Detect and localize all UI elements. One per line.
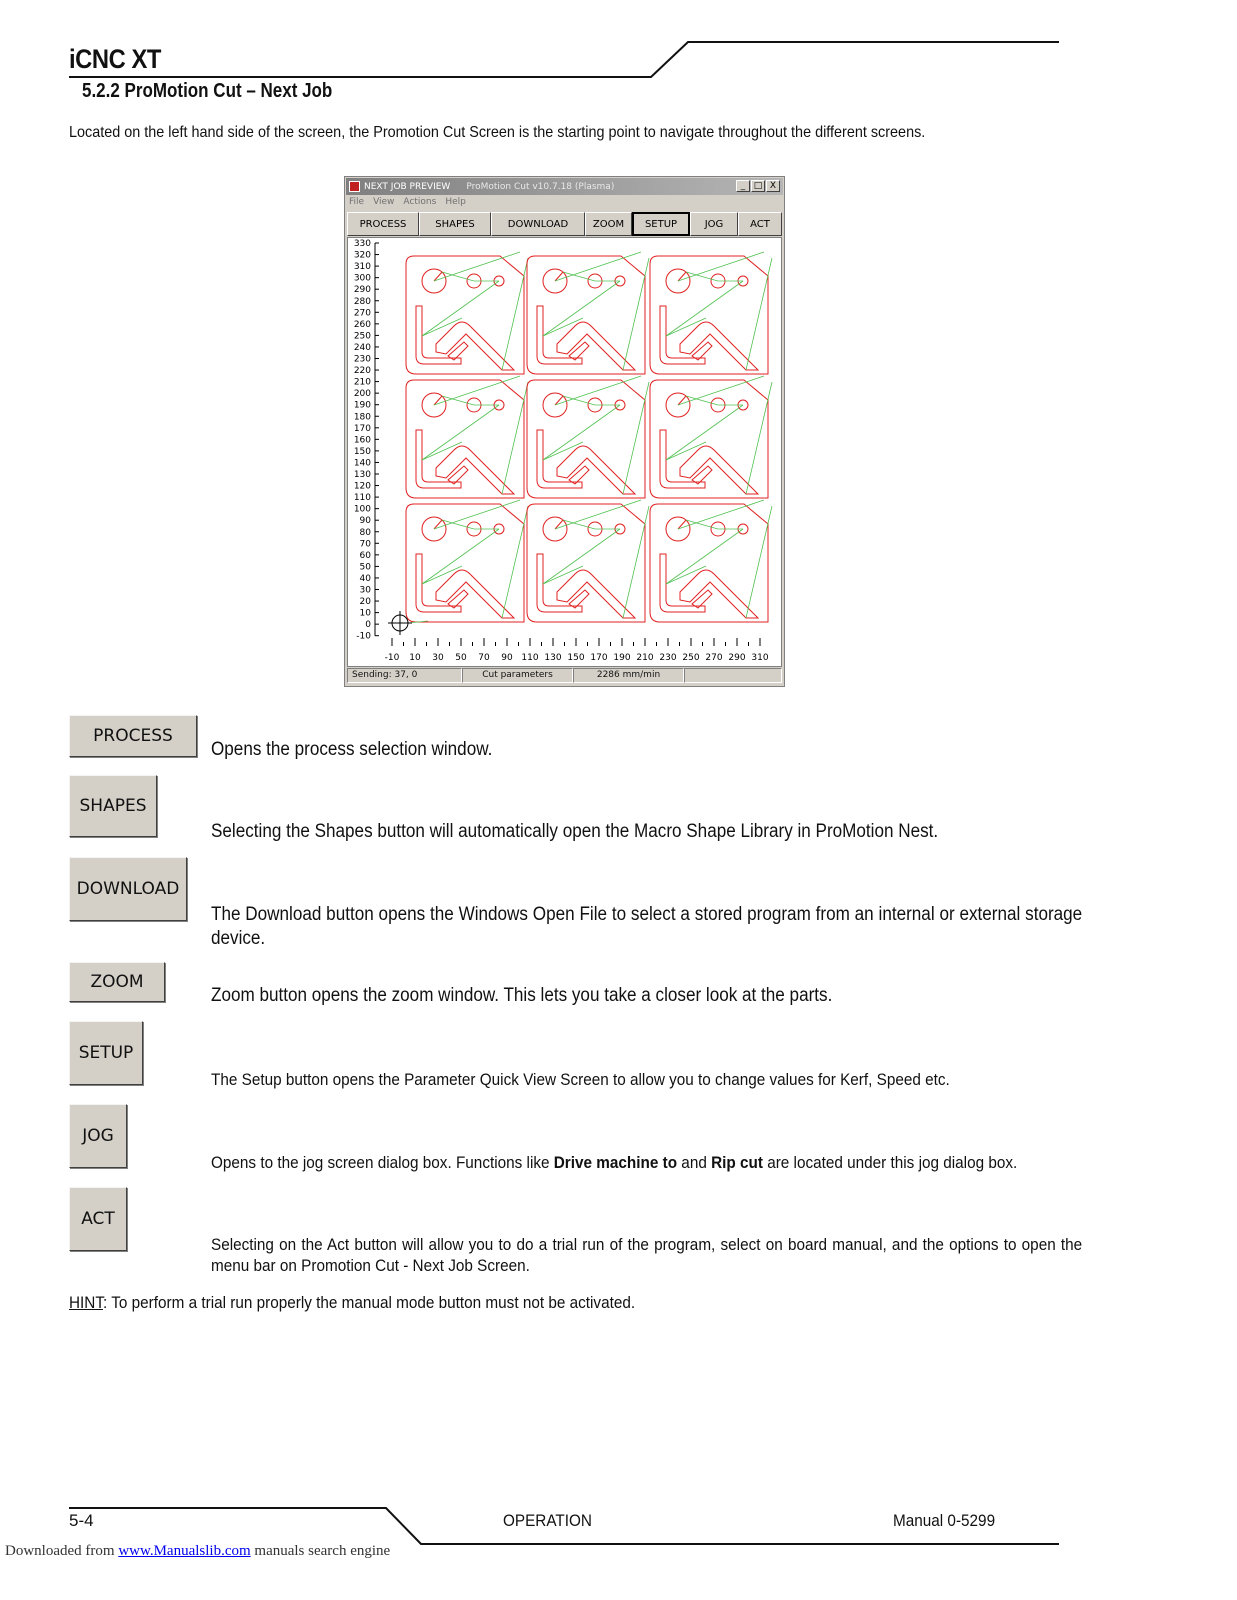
zoom-button-image: ZOOM (69, 962, 165, 1002)
status-resize-grip (684, 668, 782, 683)
x-tick-label: 250 (682, 653, 700, 663)
y-tick-label: 220 (353, 366, 371, 377)
setup-description: The Setup button opens the Parameter Quick View Screen to allow you to change values for Kerf, Speed etc. (211, 1070, 950, 1089)
menu-bar (349, 197, 466, 207)
x-tick-label: 210 (636, 653, 654, 663)
footer-section: OPERATION (503, 1511, 592, 1530)
y-tick-label: 320 (353, 250, 371, 261)
minimize-icon[interactable]: _ (736, 180, 750, 192)
y-tick-label: 80 (359, 527, 371, 538)
zoom-description: Zoom button opens the zoom window. This lets you take a closer look at the parts. (211, 985, 833, 1006)
header-rule (0, 0, 1237, 90)
y-tick-label: 310 (353, 262, 371, 273)
nested-part (650, 376, 772, 498)
toolbar-shapes-button[interactable]: SHAPES (419, 212, 491, 236)
download-button-image: DOWNLOAD (69, 857, 187, 921)
x-tick-label: 150 (567, 653, 585, 663)
setup-button-image: SETUP (69, 1021, 143, 1085)
job-preview-canvas[interactable] (347, 237, 782, 667)
x-tick-label: 110 (521, 653, 539, 663)
process-description: Opens the process selection window. (211, 739, 493, 760)
y-tick-label: 280 (353, 296, 371, 307)
status-speed: 2286 mm/min (573, 668, 684, 683)
nested-part (650, 500, 772, 622)
y-tick-label: 240 (353, 342, 371, 353)
nested-part (406, 500, 528, 622)
status-bar (347, 668, 782, 684)
y-tick-label: 40 (359, 573, 371, 584)
nested-part (406, 376, 528, 498)
window-titlebar (346, 178, 783, 195)
y-tick-label: 250 (353, 331, 371, 342)
jog-button-image: JOG (69, 1104, 127, 1168)
window-title: NEXT JOB PREVIEW (364, 181, 451, 192)
x-tick-label: 30 (432, 653, 444, 663)
x-tick-label: 130 (544, 653, 562, 663)
x-tick-label: 230 (659, 653, 677, 663)
brand-title: iCNC XT (69, 44, 161, 74)
y-tick-label: 110 (353, 493, 371, 504)
window-subtitle: ProMotion Cut v10.7.18 (Plasma) (466, 181, 615, 192)
x-tick-label: 50 (455, 653, 467, 663)
toolbar-jog-button[interactable]: JOG (690, 212, 738, 236)
shapes-description: Selecting the Shapes button will automatically open the Macro Shape Library in ProMotion Nest. (211, 821, 939, 842)
act-description: Selecting on the Act button will allow you to do a trial run of the program, select on board manual, and the options to open the menu bar on Promotion Cut - Next Job Screen. (211, 1235, 1083, 1275)
y-tick-label: 330 (353, 239, 371, 249)
y-tick-label: 100 (353, 504, 371, 515)
jog-description: Opens to the jog screen dialog box. Functions like Drive machine to and Rip cut are located under this jog dialog box. (211, 1153, 1018, 1172)
toolbar-act-button[interactable]: ACT (738, 212, 782, 236)
nested-part (527, 376, 649, 498)
y-tick-label: 70 (359, 539, 371, 550)
x-tick-label: 290 (728, 653, 746, 663)
app-icon (349, 181, 360, 192)
y-tick-label: 170 (353, 423, 371, 434)
page-number: 5-4 (69, 1511, 94, 1530)
y-tick-label: 50 (359, 562, 371, 573)
x-tick-label: 170 (590, 653, 608, 663)
y-tick-label: 300 (353, 273, 371, 284)
toolbar-download-button[interactable]: DOWNLOAD (491, 212, 585, 236)
y-tick-label: 290 (353, 285, 371, 296)
y-tick-label: -10 (356, 631, 371, 642)
y-tick-label: 230 (353, 354, 371, 365)
menu-help[interactable]: Help (445, 197, 466, 207)
nested-part (650, 252, 772, 374)
nested-part (406, 252, 528, 374)
job-preview-plot (348, 238, 781, 666)
y-tick-label: 150 (353, 446, 371, 457)
nested-part (527, 252, 649, 374)
menu-file[interactable]: File (349, 197, 365, 207)
x-tick-label: 70 (478, 653, 490, 663)
download-note: Downloaded from www.Manualslib.com manuals search engine (5, 1543, 391, 1559)
y-tick-label: 130 (353, 470, 371, 480)
y-tick-label: 20 (359, 597, 371, 608)
y-tick-label: 160 (353, 435, 371, 446)
y-tick-label: 120 (353, 481, 371, 492)
status-sending: Sending: 37, 0 (347, 668, 462, 683)
toolbar-process-button[interactable]: PROCESS (347, 212, 419, 236)
x-tick-label: 10 (409, 653, 421, 663)
x-tick-label: -10 (384, 653, 400, 663)
manualslib-link[interactable]: www.Manualslib.com (118, 1543, 251, 1559)
x-tick-label: 190 (613, 653, 631, 663)
section-title: 5.2.2 ProMotion Cut – Next Job (82, 80, 333, 102)
manual-number: Manual 0-5299 (893, 1511, 996, 1530)
process-button-image: PROCESS (69, 715, 197, 757)
y-tick-label: 10 (359, 608, 371, 619)
toolbar-setup-button[interactable]: SETUP (632, 212, 690, 236)
crosshair-icon (388, 611, 412, 635)
y-tick-label: 0 (365, 620, 371, 631)
next-job-preview-window (344, 176, 785, 687)
y-tick-label: 200 (353, 389, 371, 400)
y-tick-label: 210 (353, 377, 371, 388)
menu-view[interactable]: View (373, 197, 395, 207)
y-tick-label: 140 (353, 458, 371, 469)
x-tick-label: 90 (501, 653, 513, 663)
act-button-image: ACT (69, 1187, 127, 1251)
shapes-button-image: SHAPES (69, 775, 157, 837)
menu-actions[interactable]: Actions (403, 197, 437, 207)
y-tick-label: 90 (359, 516, 371, 527)
y-tick-label: 270 (353, 308, 371, 319)
x-tick-label: 270 (705, 653, 723, 663)
hint-note: HINT: To perform a trial run properly the manual mode button must not be activated. (69, 1293, 636, 1312)
maximize-icon[interactable]: □ (751, 180, 765, 192)
download-description: The Download button opens the Windows Open File to select a stored program from an internal or external storage device. (211, 904, 1083, 949)
x-tick-label: 310 (751, 653, 769, 663)
close-icon[interactable]: X (766, 180, 780, 192)
intro-paragraph: Located on the left hand side of the screen, the Promotion Cut Screen is the starting point to navigate throughout the different screens. (69, 124, 926, 141)
y-tick-label: 60 (359, 550, 371, 561)
y-tick-label: 260 (353, 319, 371, 330)
toolbar-zoom-button[interactable]: ZOOM (585, 212, 632, 236)
nested-part (527, 500, 649, 622)
y-tick-label: 30 (359, 585, 371, 596)
main-toolbar (347, 212, 782, 236)
y-tick-label: 190 (353, 400, 371, 411)
y-tick-label: 180 (353, 412, 371, 423)
status-cut-parameters: Cut parameters (462, 668, 573, 683)
